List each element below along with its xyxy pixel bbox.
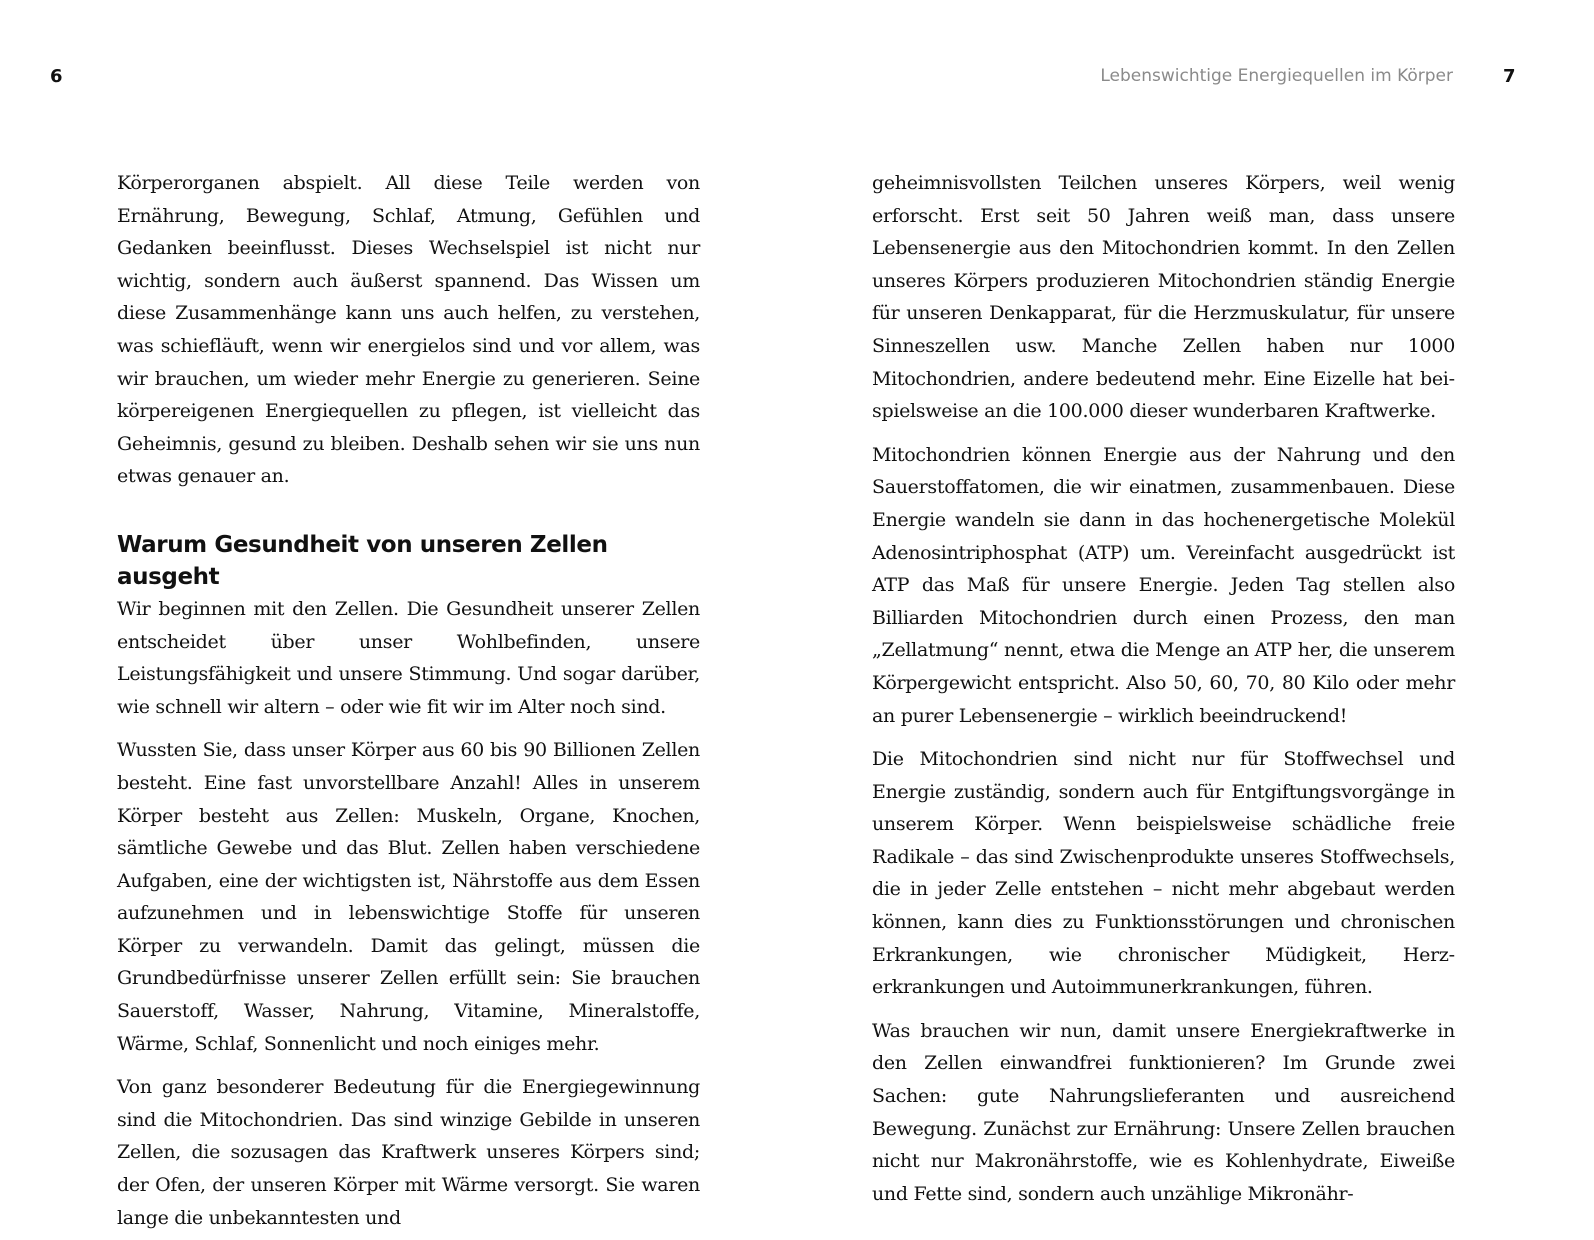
left-page-text: [117, 167, 700, 1234]
running-head: Lebenswichtige Energiequellen im Körper: [1100, 66, 1453, 86]
left-paragraph-3: Wussten Sie, dass unser Körper aus 60 bis 90 Billionen Zellen besteht. Eine fast unvorstellbare Anzahl! Alles in unserem Körper besteht aus Zellen: Muskeln, Organe, Knochen, sämtliche Gewebe und das Blut. Zellen haben verschiedene Aufgaben, eine der wichtigsten ist, Nährstoffe aus dem Essen aufzunehmen und in lebenswichtige Stoffe für unseren Körper zu verwandeln. Damit das gelingt, müssen die Grundbedürfnisse unserer Zellen erfüllt sein: Sie brauchen Sauerstoff, Wasser, Nahrung, Vitamine, Mineralstoffe, Wärme, Schlaf, Sonnenlicht und noch einiges mehr.: [117, 739, 700, 1055]
right-page-number: 7: [1503, 66, 1516, 87]
right-paragraph-2: Mitochondrien können Energie aus der Nahrung und den Sauerstoffatomen, die wir einatmen, zusammenbauen. Diese Energie wandeln sie dann in das hochenergetische Molekül Adenosintriphosphat (ATP) um. Vereinfacht ausgedrückt ist ATP das Maß für unsere Energie. Jeden Tag stellen also Billiarden Mitochondrien durch einen Prozess, den man „Zellatmung“ nennt, etwa die Menge an ATP her, die unserem Körpergewicht entspricht. Also 50, 60, 70, 80 Kilo oder mehr an purer Lebensenergie – wirklich beeindruckend!: [872, 443, 1455, 727]
left-paragraph-4: Von ganz besonderer Bedeutung für die Energiegewinnung sind die Mitochondrien. Das sind winzige Gebilde in unseren Zellen, die sozusagen das Kraftwerk unseres Körpers sind; der Ofen, der unseren Körper mit Wärme versorgt. Sie waren lange die unbekanntesten und: [117, 1076, 700, 1229]
right-paragraph-4: Was brauchen wir nun, damit unsere Energiekraftwerke in den Zellen einwandfrei funktionieren? Im Grunde zwei Sachen: gute Nahrungslieferanten und ausreichend Bewegung. Zunächst zur Ernährung: Unsere Zellen brauchen nicht nur Makronährstoffe, wie es Kohlenhydrate, Eiweiße und Fette sind, sondern auch unzählige Mikronähr-: [872, 1019, 1455, 1205]
right-paragraph-1: geheimnisvollsten Teilchen unseres Körpers, weil wenig erforscht. Erst seit 50 Jahren weiß man, dass unsere Lebensenergie aus den Mitochondrien kommt. In den Zellen unseres Körpers produzieren Mitochondrien ständig Energie für unseren Denkapparat, für die Herzmuskulatur, für unsere Sinneszellen usw. Manche Zellen haben nur 1000 Mitochondrien, andere bedeutend mehr. Eine Eizelle hat beispielsweise an die 100.000 dieser wunderbaren Kraftwerke.: [872, 172, 1455, 423]
section-heading: Warum Gesundheit von unseren Zellen ausgeht: [117, 531, 608, 590]
left-paragraph-2: Wir beginnen mit den Zellen. Die Gesundheit unserer Zellen entscheidet über unser Wohlbefinden, unsere Leistungsfähigkeit und unsere Stimmung. Und sogar darüber, wie schnell wir altern – oder wie fit wir im Alter noch sind.: [117, 597, 700, 718]
right-paragraph-3: Die Mitochondrien sind nicht nur für Stoffwechsel und Energie zuständig, sondern auch für Entgiftungsvorgänge in unserem Körper. Wenn beispielsweise schädliche freie Radikale – das sind Zwischenprodukte unseres Stoffwechsels, die in jeder Zelle entstehen – nicht mehr abgebaut werden können, kann dies zu Funktionsstörungen und chronischen Erkrankungen, wie chronischer Müdigkeit, Herzerkrankungen und Autoimmunerkrankungen, führen.: [872, 748, 1455, 999]
right-page-text: [872, 167, 1455, 1210]
left-page-number: 6: [50, 66, 63, 87]
left-paragraph-1: Körperorganen abspielt. All diese Teile werden von Ernährung, Bewegung, Schlaf, Atmung, Gefühlen und Gedanken beeinflusst. Dieses Wechselspiel ist nicht nur wichtig, sondern auch äußerst spannend. Das Wissen um diese Zusammenhänge kann uns auch helfen, zu verstehen, was schiefläuft, wenn wir energielos sind und vor allem, was wir brauchen, um wieder mehr Energie zu generieren. Seine körpereigenen Energiequellen zu pflegen, ist vielleicht das Geheimnis, gesund zu bleiben. Deshalb sehen wir sie uns nun etwas genauer an.: [117, 172, 700, 488]
